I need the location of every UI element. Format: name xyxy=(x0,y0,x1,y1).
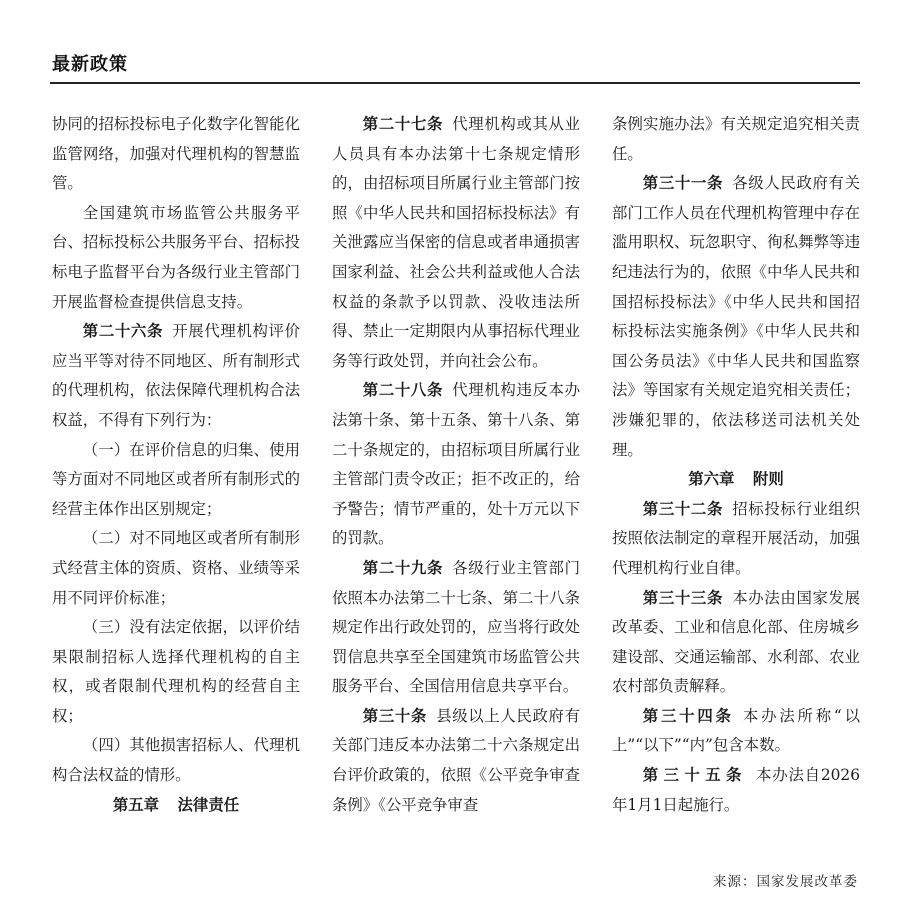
chapter-title: 附则 xyxy=(752,470,784,489)
column-1 xyxy=(52,110,300,820)
article-26 xyxy=(52,317,300,435)
article-text: 代理机构或其从业人员具有本办法第十七条规定情形的，由招标项目所属行业主管部门按照《中华人民共和国招标投标法》有关泄露应当保密的信息或者串通损害国家利益、社会公共利益或他人合法权益的条款予以罚款、没收违法所得、禁止一定期限内从事招标代理业务等行政处罚，并向社会公布。 xyxy=(332,115,580,370)
article-label: 第二十七条 xyxy=(362,115,444,133)
article-text: 代理机构违反本办法第十条、第十五条、第十八条、第二十条规定的，由招标项目所属行业主管部门责令改正；拒不改正的，给予警告；情节严重的，处十万元以下的罚款。 xyxy=(332,381,580,548)
chapter-heading xyxy=(52,791,300,821)
article-31 xyxy=(612,169,860,465)
article-label: 第三十条 xyxy=(362,706,427,725)
column-2 xyxy=(332,110,580,820)
article-label: 第三十一条 xyxy=(642,174,724,193)
chapter-title: 法律责任 xyxy=(177,795,240,814)
paragraph: 条例实施办法》有关规定追究相关责任。 xyxy=(612,115,860,163)
article-30 xyxy=(332,702,580,820)
paragraph: 全国建筑市场监管公共服务平台、招标投标公共服务平台、招标投标电子监督平台为各级行业主管部门开展监督检查提供信息支持。 xyxy=(52,203,300,311)
source-credit: 来源：国家发展改革委 xyxy=(713,874,858,890)
article-text: 各级人民政府有关部门工作人员在代理机构管理中存在滥用职权、玩忽职守、徇私舞弊等违纪违法行为的，依照《中华人民共和国招标投标法》《中华人民共和国招标投标法实施条例》《中华人民共和国公务员法》《中华人民共和国监察法》等国家有关规定追究相关责任；涉嫌犯罪的，依法移送司法机关处理。 xyxy=(612,174,860,459)
chapter-number: 第六章 xyxy=(688,470,735,489)
list-item: （二）对不同地区或者所有制形式经营主体的资质、资格、业绩等采用不同评价标准； xyxy=(52,529,300,607)
article-text: 县级以上人民政府有关部门违反本办法第二十六条规定出台评价政策的，依照《公平竞争审查条例》《公平竞争审查 xyxy=(332,706,580,814)
article-33 xyxy=(612,584,860,702)
list-item: （三）没有法定依据，以评价结果限制招标人选择代理机构的自主权，或者限制代理机构的经营自主权； xyxy=(52,618,300,725)
article-text: 本办法由国家发展改革委、工业和信息化部、住房城乡建设部、交通运输部、水利部、农业农村部负责解释。 xyxy=(612,588,860,696)
article-label: 第三十四条 xyxy=(642,706,734,725)
article-label: 第二十八条 xyxy=(362,381,444,400)
chapter-number: 第五章 xyxy=(112,795,160,814)
article-28 xyxy=(332,376,580,554)
article-text: 本办法所称“以上”“以下”“内”包含本数。 xyxy=(612,706,860,755)
column-3 xyxy=(612,110,860,820)
article-29 xyxy=(332,554,580,702)
article-34 xyxy=(612,702,860,761)
article-35 xyxy=(612,761,860,820)
article-text: 招标投标行业组织按照依法制定的章程开展活动，加强代理机构行业自律。 xyxy=(612,499,860,577)
paragraph: 协同的招标投标电子化数字化智能化监管网络，加强对代理机构的智慧监管。 xyxy=(52,115,300,193)
header-rule xyxy=(50,82,860,84)
article-text: 各级行业主管部门依照本办法第二十七条、第二十八条规定作出行政处罚的，应当将行政处罚信息共享至全国建筑市场监管公共服务平台、全国信用信息共享平台。 xyxy=(332,558,580,696)
list-item: （四）其他损害招标人、代理机构合法权益的情形。 xyxy=(52,736,300,785)
article-label: 第二十六条 xyxy=(82,322,164,341)
article-27 xyxy=(332,110,580,376)
article-text: 开展代理机构评价应当平等对待不同地区、所有制形式的代理机构，依法保障代理机构合法权益，不得有下列行为： xyxy=(52,322,300,429)
article-32 xyxy=(612,495,860,584)
section-title: 最新政策 xyxy=(52,54,128,75)
article-label: 第二十九条 xyxy=(362,558,444,577)
article-label: 第三十五条 xyxy=(642,766,747,785)
list-item: （一）在评价信息的归集、使用等方面对不同地区或者所有制形式的经营主体作出区别规定； xyxy=(52,440,300,518)
article-text: 本办法自2026年1月1日起施行。 xyxy=(612,766,860,814)
article-label: 第三十三条 xyxy=(642,588,724,607)
chapter-heading xyxy=(612,465,860,495)
article-label: 第三十二条 xyxy=(642,499,724,518)
